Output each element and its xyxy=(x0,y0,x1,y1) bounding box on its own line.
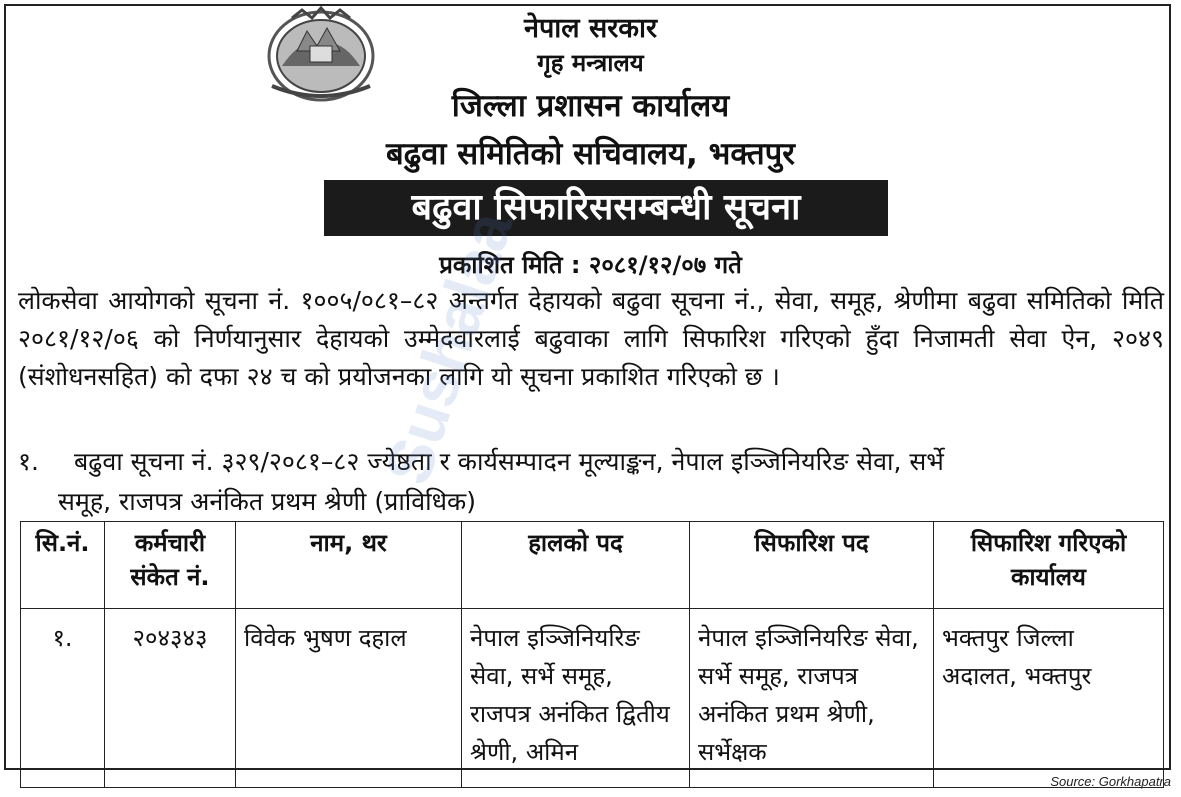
item-line-2: समूह, राजपत्र अनंकित प्रथम श्रेणी (प्राविधिक) xyxy=(58,487,476,516)
table-row xyxy=(21,609,1164,788)
cell-recommended-post: नेपाल इञ्जिनियरिङ सेवा, सर्भे समूह, राजपत्र अनंकित प्रथम श्रेणी, सर्भेक्षक xyxy=(690,609,934,788)
notice-paragraph: लोकसेवा आयोगको सूचना नं. १००५/०८१–८२ अन्तर्गत देहायको बढुवा सूचना नं., सेवा, समूह, श्रेणीमा बढुवा समितिको मिति २०८१/१२/०६ को निर्णयानुसार देहायको उम्मेदवारलाई बढुवाका लागि सिफारिश गरिएको हुँदा निजामती सेवा ऐन, २०४९ (संशोधनसहित) को दफा २४ च को प्रयोजनका लागि यो सूचना प्रकाशित गरिएको छ । xyxy=(18,286,1164,391)
cell-recommended-office: भक्तपुर जिल्ला अदालत, भक्तपुर xyxy=(934,609,1164,788)
source-caption: Source: Gorkhapatra xyxy=(1050,774,1171,789)
list-item xyxy=(18,442,1164,522)
office-name: जिल्ला प्रशासन कार्यालय xyxy=(451,88,730,124)
government-name: नेपाल सरकार xyxy=(523,13,658,44)
item-number: १. xyxy=(18,447,39,476)
cell-current-post: नेपाल इञ्जिनियरिङ सेवा, सर्भे समूह, राजपत्र अनंकित द्वितीय श्रेणी, अमिन xyxy=(462,609,690,788)
header-serial: सि.नं. xyxy=(21,522,105,609)
recommendation-table xyxy=(20,521,1164,788)
ministry-name: गृह मन्त्रालय xyxy=(537,49,644,77)
header-employee-code: कर्मचारी संकेत नं. xyxy=(105,522,236,609)
cell-serial: १. xyxy=(21,609,105,788)
cell-name: विवेक भुषण दहाल xyxy=(236,609,462,788)
header-current-post: हालको पद xyxy=(462,522,690,609)
watermark: Sushalaa xyxy=(370,203,527,493)
header-recommended-office: सिफारिश गरिएको कार्यालय xyxy=(934,522,1164,609)
table-header-row xyxy=(21,522,1164,609)
published-date: प्रकाशित मिति : २०८१/१२/०७ गते xyxy=(439,251,742,279)
notice-title: बढुवा सिफारिससम्बन्धी सूचना xyxy=(324,180,888,236)
cell-employee-code: २०४३४३ xyxy=(105,609,236,788)
header-recommended-post: सिफारिश पद xyxy=(690,522,934,609)
header-name: नाम, थर xyxy=(236,522,462,609)
item-line-1: बढुवा सूचना नं. ३२९/२०८१–८२ ज्येष्ठता र कार्यसम्पादन मूल्याङ्कन, नेपाल इञ्जिनियरिङ सेवा, सर्भे xyxy=(74,447,944,476)
secretariat-name: बढुवा समितिको सचिवालय, भक्तपुर xyxy=(386,136,795,172)
